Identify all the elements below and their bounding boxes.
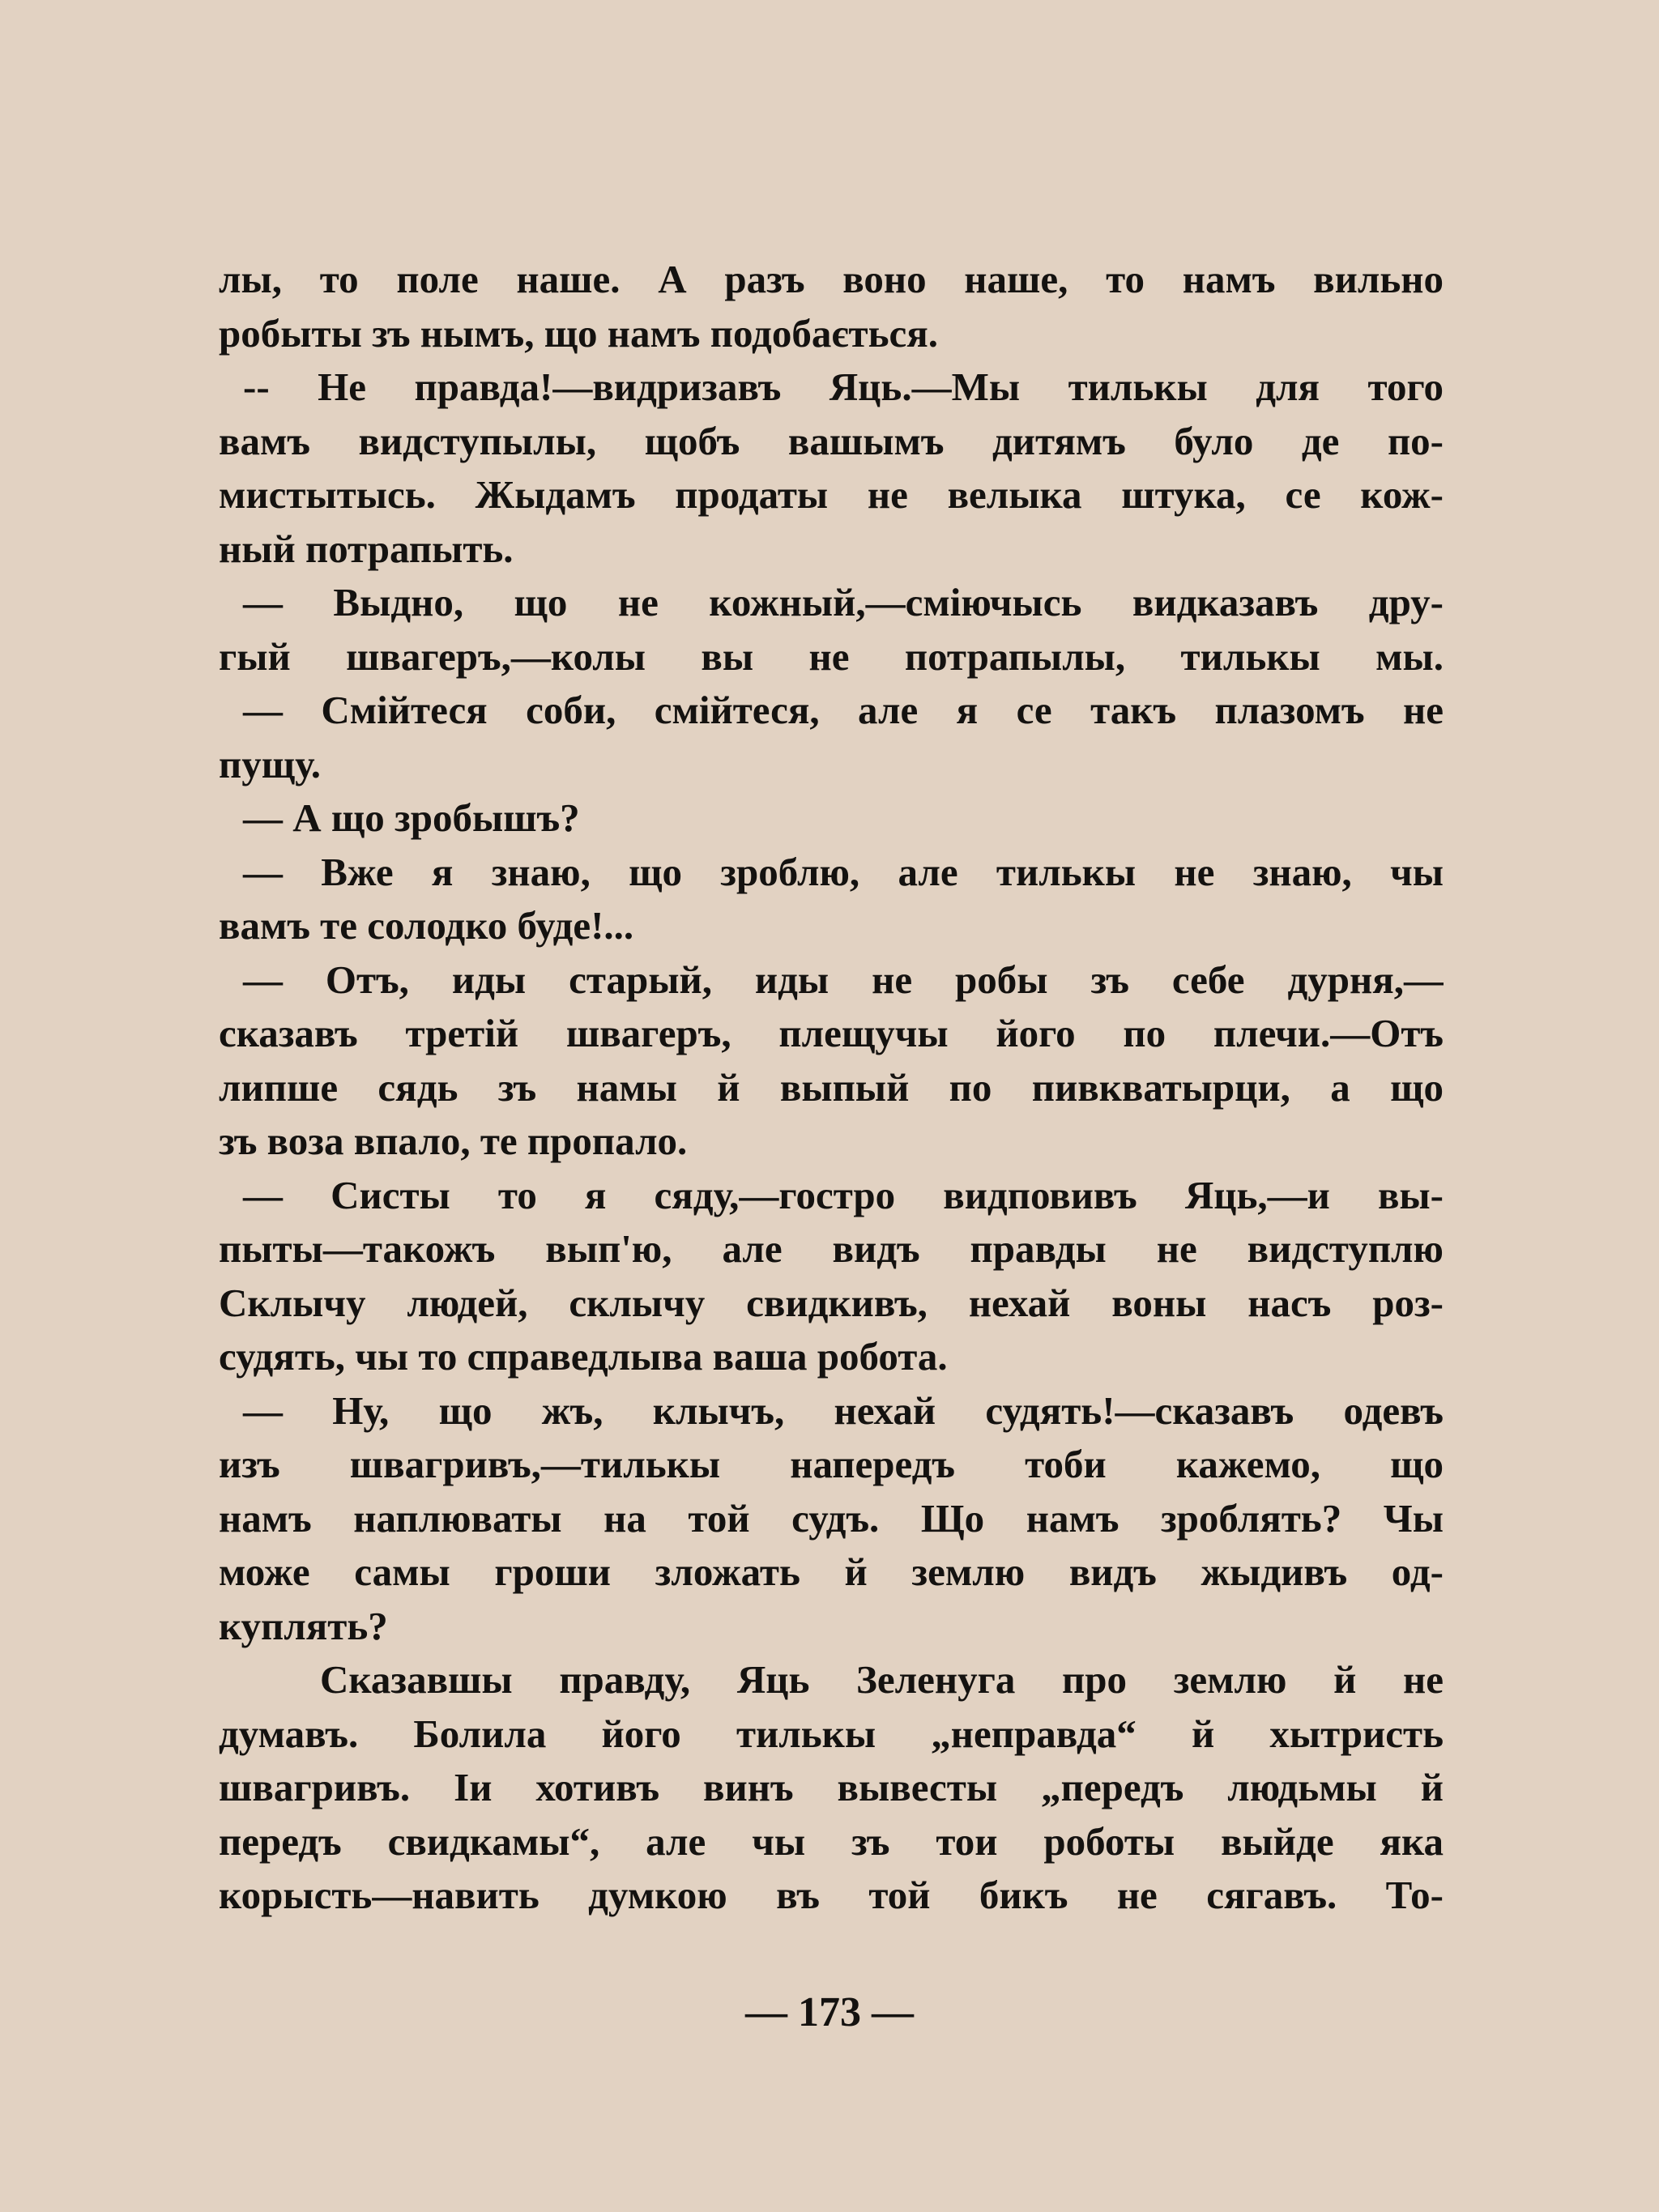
text-line: вамъ те солодко буде!... bbox=[219, 903, 634, 948]
text-line: корысть—навить думкою въ той бикъ не сягавъ. То- bbox=[219, 1873, 1444, 1917]
text-line: пущу. bbox=[219, 741, 321, 786]
text-line: ный потрапыть. bbox=[219, 526, 514, 571]
text-line: -- Не правда!—видризавъ Яць.—Мы тилькы для того bbox=[243, 364, 1444, 409]
text-line: — А що зробышъ? bbox=[243, 795, 580, 840]
text-line: швагривъ. Іи хотивъ винъ вывесты „передъ людьмы й bbox=[219, 1765, 1444, 1809]
text-line: вамъ видступылы, щобъ вашымъ дитямъ було де по- bbox=[219, 418, 1444, 463]
text-line: може самы гроши зложать й землю видъ жыдивъ од- bbox=[219, 1549, 1444, 1594]
text-line: Сказавшы правду, Яць Зеленуга про землю й не bbox=[320, 1657, 1444, 1702]
text-line: — Систы то я сяду,—гостро видповивъ Яць,—и вы- bbox=[243, 1172, 1444, 1217]
page-text bbox=[219, 253, 1444, 1923]
text-line: судять, чы то справедлыва ваша робота. bbox=[219, 1334, 948, 1379]
text-line: гый швагеръ,—колы вы не потрапылы, тилькы мы. bbox=[219, 633, 1444, 679]
text-line: робыты зъ нымъ, що намъ подобається. bbox=[219, 310, 939, 356]
text-line: — Ну, що жъ, клычъ, нехай судять!—сказавъ одевъ bbox=[243, 1387, 1444, 1433]
text-line: зъ воза впало, те пропало. bbox=[219, 1119, 688, 1163]
text-line: липше сядь зъ намы й выпый по пивкватырци, а що bbox=[219, 1064, 1444, 1110]
text-line: — Вже я знаю, що зроблю, але тилькы не знаю, чы bbox=[243, 849, 1444, 894]
text-line: лы, то поле наше. А разъ воно наше, то намъ вильно bbox=[219, 257, 1444, 301]
text-line: куплять? bbox=[219, 1603, 388, 1648]
text-line: — Смійтеся соби, смійтеся, але я се такъ плазомъ не bbox=[243, 688, 1444, 732]
text-line: намъ наплюваты на той судъ. Що намъ зроблять? Чы bbox=[219, 1495, 1444, 1541]
text-line: сказавъ третій швагеръ, плещучы його по плечи.—Отъ bbox=[219, 1011, 1444, 1055]
text-line: — Выдно, що не кожный,—сміючысь видказавъ дру- bbox=[243, 580, 1444, 624]
text-line: пыты—такожъ вып'ю, але видъ правды не видступлю bbox=[219, 1226, 1444, 1271]
text-line: изъ швагривъ,—тилькы напередъ тоби кажемо, що bbox=[219, 1442, 1444, 1486]
text-line: — Отъ, иды старый, иды не робы зъ себе дурня,— bbox=[243, 957, 1444, 1002]
text-line: думавъ. Болила його тилькы „неправда“ й хытристь bbox=[219, 1711, 1444, 1756]
text-line: Склычу людей, склычу свидкивъ, нехай воны насъ роз- bbox=[219, 1280, 1444, 1325]
text-line: передъ свидкамы“, але чы зъ тои роботы выйде яка bbox=[219, 1818, 1444, 1864]
page-number: — 173 — bbox=[745, 1989, 914, 2035]
text-line: мистытысь. Жыдамъ продаты не велыка штука, се кож- bbox=[219, 472, 1444, 517]
